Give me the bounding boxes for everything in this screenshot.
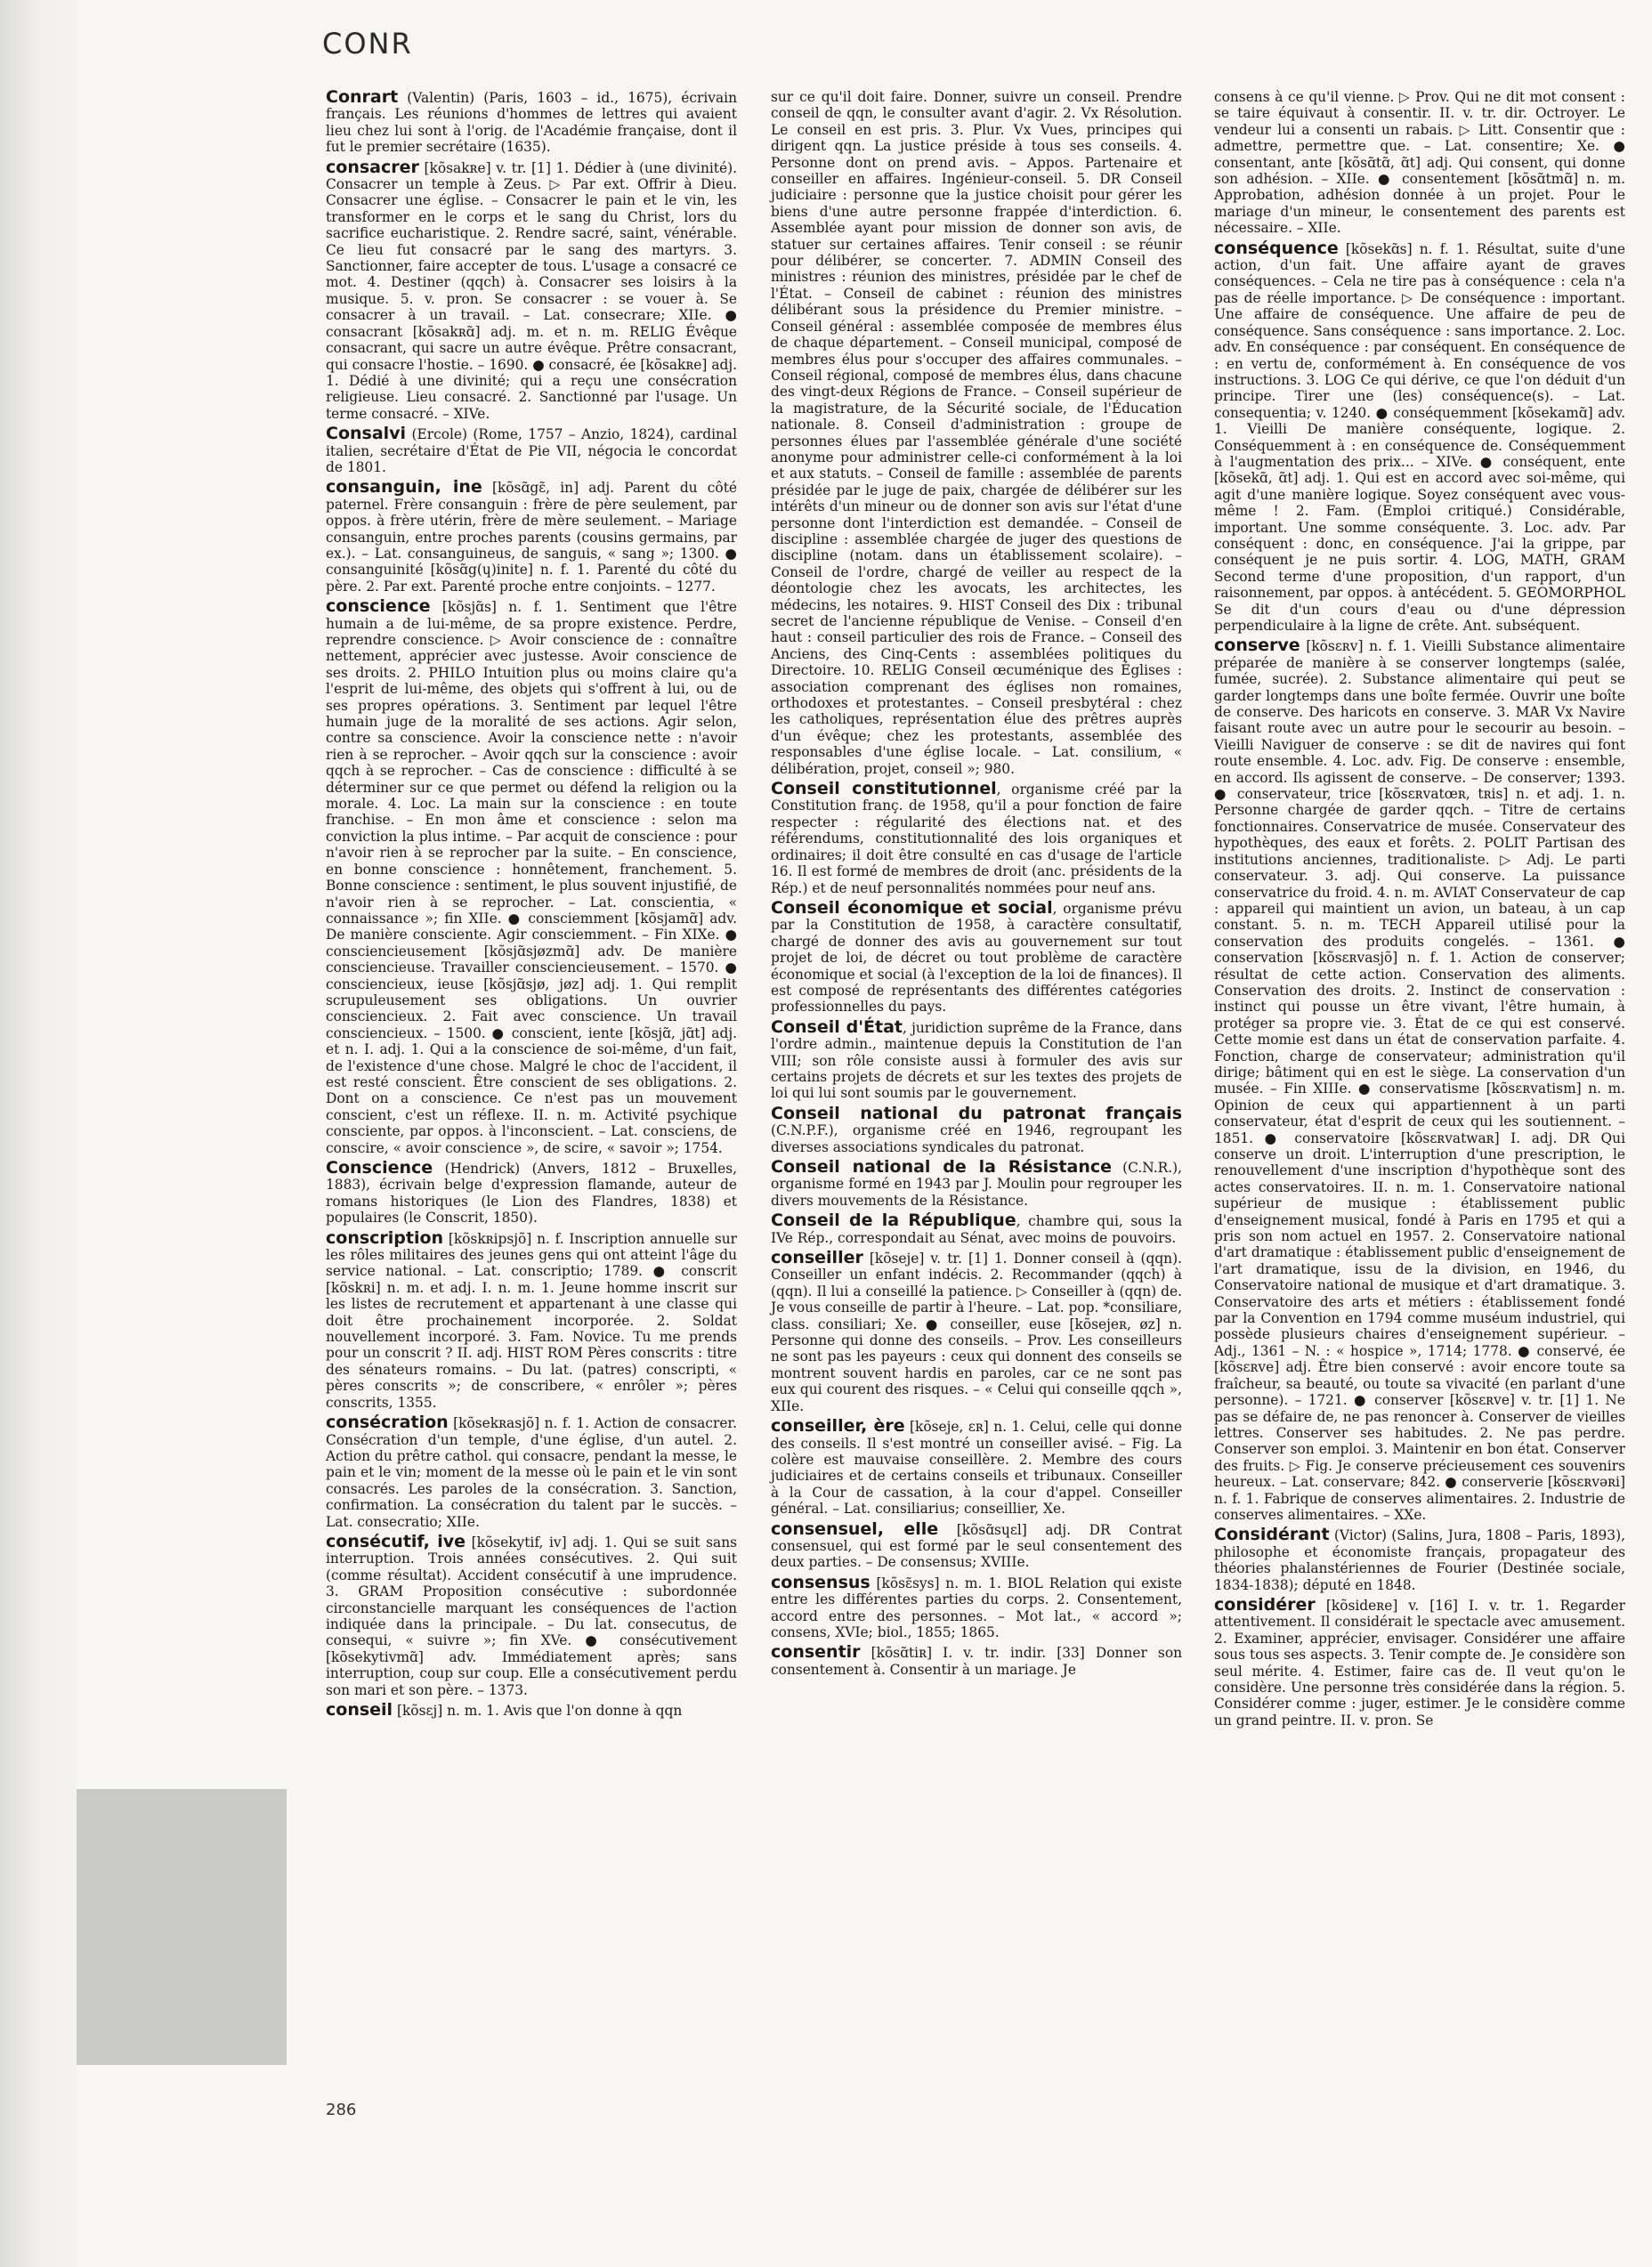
entry-headword: Conseil d'État <box>771 1016 903 1037</box>
dictionary-entry <box>326 159 737 423</box>
dictionary-entry <box>771 1418 1182 1517</box>
entry-headword: consensuel, elle <box>771 1518 939 1539</box>
entry-text: (Victor) (Salins, Jura, 1808 – Paris, 1893), philosophe et économiste français, propagateur des théories phalanstériennes de Fourier (Destinée sociale, 1834-1838); député en 1848. <box>1214 1527 1625 1593</box>
entry-headword: Conseil économique et social <box>771 897 1053 918</box>
entry-text: consens à ce qu'il vienne. ▷ Prov. Qui ne dit mot consent : se taire équivaut à consentir. II. v. tr. dir. Octroyer. Le vendeur lui a consenti un rabais. ▷ Litt. Consentir que : admettre, permettre que. – Lat. consentire; Xe. ● consentant, ante [kõsɑ̃tɑ̃, ɑ̃t] adj. Qui consent, qui donne son adhésion. – XIIe. ● consentement [kõsɑ̃tmɑ̃] n. m. Approbation, adhésion donnée à un projet. Pour le mariage d'un mineur, le consentement des parents est nécessaire. – XIIe. <box>1214 89 1625 237</box>
entry-headword: Conseil de la République <box>771 1210 1016 1231</box>
entry-text: [kõsjɑ̃s] n. f. 1. Sentiment que l'être humain a de lui-même, de sa propre existence. Perdre, reprendre conscience. ▷ Avoir conscience de : connaître nettement, apprécier avec justesse. Avoir conscience de ses droits. 2. PHILO Intuition plus ou moins claire qu'a l'esprit de lui-même, des objets qui s'offrent à lui, ou de ses propres opérations. 3. Sentiment par lequel l'être humain juge de la moralité de ses actions. Agir selon, contre sa conscience. Avoir la conscience nette : n'avoir rien à se reprocher. – Avoir qqch sur la conscience : avoir qqch à se reprocher. – Cas de conscience : difficulté à se déterminer sur ce que permet ou défend la religion ou la morale. 4. Loc. La main sur la conscience : en toute franchise. – En mon âme et conscience : selon ma conviction la plus intime. – Par acquit de conscience : pour n'avoir rien à se reprocher par la suite. – En conscience, en bonne conscience : honnêtement, franchement. 5. Bonne conscience : sentiment, le plus souvent injustifié, de n'avoir rien à se reprocher. – Lat. conscientia, « connaissance »; fin XIIe. ● consciemment [kõsjamɑ̃] adv. De manière consciente. Agir consciemment. – Fin XIXe. ● consciencieusement [kõsjɑ̃sjøzmɑ̃] adv. De manière consciencieuse. Travailler consciencieusement. – 1570. ● consciencieux, ieuse [kõsjɑ̃sjø, jøz] adj. 1. Qui remplit scrupuleusement ses obligations. Un ouvrier consciencieux. 2. Fait avec conscience. Un travail consciencieux. – 1500. ● conscient, iente [kõsjɑ̃, jɑ̃t] adj. et n. I. adj. 1. Qui a la conscience de soi-même, d'un fait, de l'existence d'une chose. Malgré le choc de l'accident, il est resté conscient. Être conscient de ses obligations. 2. Dont on a conscience. Ce n'est pas un mouvement conscient, c'est un réflexe. II. n. m. Activité psychique consciente, par oppos. à l'inconscient. – Lat. consciens, de conscire, « avoir conscience », de scire, « savoir »; 1754. <box>326 599 737 1156</box>
dictionary-entry <box>326 1531 738 1698</box>
dictionary-entry <box>771 781 1182 896</box>
entry-headword: conscience <box>326 596 431 617</box>
entry-text: , organisme créé par la Constitution franç. de 1958, qu'il a pour fonction de faire respecter : régularité des élections nat. et des référendums, constitutionnalité des lois organiques et ordinaires; il doit être consulté en cas d'usage de l'article 16. Il est formé de membres de droit (anc. présidents de la Rép.) et de neuf personnalités nommées pour neuf ans. <box>771 781 1182 896</box>
entry-text: [kõsɑ̃gɛ̃, in] adj. Parent du côté paternel. Frère consanguin : frère de père seulement, par oppos. à frère utérin, frère de mère seulement. – Mariage consanguin, entre proches parents (cousins germains, par ex.). – Lat. consanguineus, de sanguis, « sang »; 1300. ● consanguinité [kõsɑ̃g(ɥ)inite] n. f. 1. Parenté du côté du père. 2. Par ext. Parenté proche entre conjoints. – 1277. <box>326 480 737 595</box>
dictionary-entry <box>326 598 737 1156</box>
dictionary-entry <box>326 1414 737 1530</box>
dictionary-entry <box>771 1250 1182 1414</box>
entry-headword: Consalvi <box>326 424 407 444</box>
entry-headword: consentir <box>771 1642 861 1663</box>
dictionary-entry <box>1214 240 1625 635</box>
scan-edge <box>0 0 66 2267</box>
entry-headword: conscription <box>326 1227 444 1248</box>
entry-text: sur ce qu'il doit faire. Donner, suivre un conseil. Prendre conseil de qqn, le consulter avant d'agir. 2. Vx Résolution. Le conseil en est pris. 3. Plur. Vx Vues, principes qui dirigent qqn. La justice préside à tous ses conseils. 4. Personne dont on prend avis. – Appos. Partenaire et conseiller en affaires. Ingénieur-conseil. 5. DR Conseil judiciaire : personne que la justice choisit pour gérer les biens d'une autre personne frappée d'interdiction. 6. Assemblée ayant pour mission de donner son avis, de statuer sur certaines affaires. Tenir conseil : se réunir pour délibérer, se concerter. 7. ADMIN Conseil des ministres : réunion des ministres, présidée par le chef de l'État. – Conseil de cabinet : réunion des ministres délibérant sous la présidence du Premier ministre. – Conseil général : assemblée composée de membres élus de chaque département. – Conseil municipal, composé de membres élus pour s'occuper des affaires communales. – Conseil régional, composé de membres élus, dans chacune des vingt-deux Régions de France. – Conseil supérieur de la magistrature, de la Sécurité sociale, de l'Éducation nationale. 8. Conseil d'administration : groupe de personnes élues par l'assemblée générale d'une société anonyme pour administrer celle-ci conformément à la loi et aux statuts. – Conseil de famille : assemblée de parents présidée par le juge de paix, chargée de délibérer sur les intérêts d'un mineur ou de donner son avis sur l'état d'une personne dont l'interdiction est demandée. – Conseil de discipline : assemblée chargée de juger des questions de discipline (notam. dans un établissement scolaire). – Conseil de l'ordre, chargé de veiller au respect de la déontologie chez les avocats, les architectes, les médecins, les notaires. 9. HIST Conseil des Dix : tribunal secret de l'ancienne république de Venise. – Conseil d'en haut : conseil particulier des rois de France. – Conseil des Anciens, des Cinq-Cents : assemblées politiques du Directoire. 10. RELIG Conseil œcuménique des Églises : association comprenant des églises non romaines, orthodoxes et protestantes. – Conseil presbytéral : chez les catholiques, représentation élue des prêtres auprès d'un évêque; chez les protestants, assemblée des responsables d'une église locale. – Lat. consilium, « délibération, projet, conseil »; 980. <box>771 89 1182 777</box>
entry-headword: Conseil national de la Résistance <box>771 1157 1112 1177</box>
dictionary-entry <box>326 1227 737 1411</box>
entry-text: [kõsekytif, iv] adj. 1. Qui se suit sans interruption. Trois années consécutives. 2. Qui suit (comme résultat). Accident consécutif à une imprudence. 3. GRAM Proposition consécutive : subordonnée circonstancielle marquant les conséquences de l'action indiquée dans la principale. – Du lat. consecutus, de consequi, « suivre »; fin XVe. ● consécutivement [kõsekytivmɑ̃] adv. Immédiatement après; sans interruption, coup sur coup. Elle a consécutivement perdu son mari et son père. – 1373. <box>326 1534 738 1698</box>
page-number: 286 <box>326 2101 357 2119</box>
entry-text: [kõsɛ̃sys] n. m. 1. BIOL Relation qui existe entre les différentes parties du corps. 2. Consentement, accord entre des personnes. – Mot lat., « accord »; consens, XVIe; biol., 1855; 1865. <box>771 1575 1182 1640</box>
scan-shadow-block <box>77 1789 287 2065</box>
dictionary-entry <box>771 1518 1182 1571</box>
entry-headword: conséquence <box>1214 238 1339 258</box>
entry-text: (C.N.P.F.), organisme créé en 1946, regroupant les diverses associations syndicales du patronat. <box>771 1122 1182 1155</box>
entry-text: [kõsakʀe] v. tr. [1] 1. Dédier à (une divinité). Consacrer un temple à Zeus. ▷ Par ext. Offrir à Dieu. Consacrer une église. – Consacrer le pain et le vin, les transformer en le corps et le sang du Christ, lors du sacrifice eucharistique. 2. Rendre sacré, saint, vénérable. Ce lieu fut consacré par le sang des martyrs. 3. Sanctionner, faire accepter de tous. L'usage a consacré ce mot. 4. Destiner (qqch) à. Consacrer ses loisirs à la musique. 5. v. pron. Se consacrer : se vouer à. Se consacrer à un travail. – Lat. consecrare; XIIe. ● consacrant [kõsakʀɑ̃] adj. m. et n. m. RELIG Évêque consacrant, qui sacre un autre évêque. Prêtre consacrant, qui consacre l'hostie. – 1690. ● consacré, ée [kõsakʀe] adj. 1. Dédié à une divinité; qui a reçu une consécration religieuse. Lieu consacré. 2. Sanctionné par l'usage. Un terme consacré. – XIVe. <box>326 159 738 422</box>
entry-text: [kõsɛʀv] n. f. 1. Vieilli Substance alimentaire préparée de manière à se conserver longtemps (salée, fumée, sucrée). 2. Substance alimentaire qui peut se garder longtemps dans une boîte fermée. Ouvrir une boîte de conserve. Des haricots en conserve. 3. MAR Vx Navire faisant route avec un autre pour le secourir au besoin. – Vieilli Naviguer de conserve : se dit de navires qui font route ensemble. 4. Loc. adv. Fig. De conserve : ensemble, en accord. Ils agissent de conserve. – De conserver; 1393. ● conservateur, trice [kõsɛʀvatœʀ, tʀis] n. et adj. 1. n. Personne chargée de garder qqch. – Titre de certains fonctionnaires. Conservatrice de musée. Conservateur des hypothèques, des eaux et forêts. 2. POLIT Partisan des institutions anciennes, traditionaliste. ▷ Adj. Le parti conservateur. 3. adj. Qui conserve. La puissance conservatrice du froid. 4. n. m. AVIAT Conservateur de cap : appareil qui maintient un avion, un bateau, à un cap constant. 5. n. m. TECH Appareil utilisé pour la conservation des produits congelés. – 1361. ● conservation [kõsɛʀvasjõ] n. f. 1. Action de conserver; résultat de cette action. Conservation des aliments. Conservation des droits. 2. Instinct de conservation : instinct qui pousse un être vivant, l'être humain, à protéger sa propre vie. 3. État de ce qui est conservé. Cette momie est dans un état de conservation parfaite. 4. Fonction, charge de conservateur; administration qu'il dirige; bâtiment qui en est le siège. La conservation d'un musée. – Fin XIIIe. ● conservatisme [kõsɛʀvatism] n. m. Opinion de ceux qui appartiennent à un parti conservateur, état d'esprit de ceux qui les soutiennent. – 1851. ● conservatoire [kõsɛʀvatwaʀ] I. adj. DR Qui conserve un droit. L'interruption d'une prescription, le renouvellement d'une inscription d'hypothèque sont des actes conservatoires. II. n. m. 1. Conservatoire national supérieur de musique : établissement public d'enseignement musical, fondé à Paris en 1795 et qui a pris son nom actuel en 1957. 2. Conservatoire national d'art dramatique : établissement public d'enseignement de l'art dramatique, issu de la division, en 1946, du Conservatoire national de musique et d'art dramatique. 3. Conservatoire des arts et métiers : établissement fondé par la Convention en 1794 comme muséum industriel, qui possède plusieurs chaires d'enseignement supérieur. – Adj., 1361 – N. : « hospice », 1714; 1778. ● conservé, ée [kõsɛʀve] adj. Être bien conservé : avoir encore toute sa fraîcheur, sa beauté, ou toute sa vivacité (en parlant d'une personne). – 1721. ● conserver [kõsɛʀve] v. tr. [1] 1. Ne pas se défaire de, ne pas renoncer à. Conserver de vieilles lettres. Conserver ses habitudes. 2. Ne pas perdre. Conserver son emploi. 3. Maintenir en bon état. Conserver des fruits. ▷ Fig. Je conserve précieusement ces souvenirs heureux. – Lat. conservare; 842. ● conserverie [kõsɛʀvəʀi] n. f. 1. Fabrique de conserves alimentaires. 2. Industrie de conserves alimentaires. – XXe. <box>1214 638 1625 1523</box>
dictionary-entry <box>1214 89 1625 237</box>
dictionary-entry <box>771 1159 1182 1209</box>
entry-headword: conserve <box>1214 636 1300 656</box>
entry-text: [kõseje, ɛʀ] n. 1. Celui, celle qui donne des conseils. Il s'est montré un conseiller avisé. – Fig. La colère est mauvaise conseillère. 2. Membre des cours judiciaires et de certains conseils et tribunaux. Conseiller à la Cour de cassation, à la cour d'appel. Conseiller général. – Lat. consiliarius; conseillier, Xe. <box>771 1419 1183 1518</box>
entry-headword: Conseil constitutionnel <box>771 779 997 799</box>
entry-text: , juridiction suprême de la France, dans l'ordre admin., maintenue depuis la Constitution de l'an VIII; son rôle consiste aussi à formuler des avis sur certains projets de décrets et sur les textes des projets de loi qui lui sont soumis par le gouvernement. <box>771 1019 1182 1102</box>
column-1 <box>326 89 737 1722</box>
dictionary-entry <box>326 425 737 475</box>
dictionary-entry <box>771 89 1182 777</box>
entry-text: [kõsekʀasjõ] n. f. 1. Action de consacrer. Consécration d'un temple, d'une église, d'un autel. 2. Action du prêtre cathol. qui consacre, pendant la messe, le pain et le vin; moment de la messe où le pain et le vin sont consacrés. Les paroles de la consécration. 3. Sanction, confirmation. La consécration du talent par le succès. – Lat. consecratio; XIIe. <box>326 1415 737 1530</box>
entry-text: [kõsɑ̃sɥɛl] adj. DR Contrat consensuel, qui est formé par le seul consentement des deux parties. – De consensus; XVIIIe. <box>771 1521 1182 1571</box>
dictionary-entry <box>326 1160 737 1227</box>
dictionary-entry <box>326 89 737 156</box>
entry-text: [kõsideʀe] v. [16] I. v. tr. 1. Regarder attentivement. Il considérait le spectacle avec amusement. 2. Examiner, apprécier, envisager. Considérer une affaire sous tous ses aspects. 3. Tenir compte de. Je considère son seul mérite. 4. Estimer, faire cas de. Il veut qu'on le considère. Une personne très considérée dans la région. 5. Considérer comme : juger, estimer. Je le considère comme un grand peintre. II. v. pron. Se <box>1214 1597 1625 1729</box>
entry-text: (C.N.R.), organisme formé en 1943 par J. Moulin pour regrouper les divers mouvements de la Résistance. <box>771 1160 1182 1209</box>
dictionary-entry <box>771 1105 1182 1155</box>
dictionary-entry <box>771 897 1182 1016</box>
entry-headword: consécutif, ive <box>326 1531 466 1551</box>
dictionary-entry <box>1214 1526 1625 1593</box>
entry-text: [kõseje] v. tr. [1] 1. Donner conseil à (qqn). Conseiller un enfant indécis. 2. Recommander (qqch) à (qqn). Il lui a conseillé la patience. ▷ Conseiller à (qqn) de. Je vous conseille de partir à l'heure. – Lat. pop. *consiliare, class. consiliari; Xe. ● conseiller, euse [kõsejeʀ, øz] n. Personne qui donne des conseils. – Prov. Les conseilleurs ne sont pas les payeurs : ceux qui donnent des conseils se montrent souvent hardis en paroles, car ce ne sont pas eux qui courent des risques. – « Celui qui conseille qqch », XIIe. <box>771 1251 1182 1414</box>
entry-headword: conseiller <box>771 1248 863 1268</box>
dictionary-entry <box>1214 637 1625 1523</box>
column-3 <box>1214 89 1625 1732</box>
entry-text: (Ercole) (Rome, 1757 – Anzio, 1824), cardinal italien, secrétaire d'État de Pie VII, négocia le concordat de 1801. <box>326 426 737 475</box>
entry-text: (Hendrick) (Anvers, 1812 – Bruxelles, 1883), écrivain belge d'expression flamande, auteur de romans historiques (le Lion des Flandres, 1838) et populaires (le Conscrit, 1850). <box>326 1161 737 1227</box>
dictionary-entry <box>771 1572 1182 1641</box>
dictionary-entry <box>771 1016 1182 1102</box>
dictionary-entry <box>326 1702 737 1719</box>
entry-headword: consanguin, ine <box>326 477 482 498</box>
entry-text: [kõsɛj] n. m. 1. Avis que l'on donne à qqn <box>393 1703 683 1719</box>
entry-headword: consécration <box>326 1413 449 1433</box>
entry-headword: consensus <box>771 1572 871 1592</box>
entry-headword: Conseil national du patronat français <box>771 1103 1182 1123</box>
entry-text: [kõsekɑ̃s] n. f. 1. Résultat, suite d'une action, d'un fait. Une affaire ayant de graves conséquences. – Cela ne tire pas à conséquence : cela n'a pas de réelle importance. ▷ De conséquence : important. Une affaire de conséquence. Une affaire de peu de conséquence. Sans conséquence : sans importance. 2. Loc. adv. En conséquence : par conséquent. En conséquence de : en vertu de, conformément à. En conséquence de vos instructions. 3. LOG Ce qui dérive, ce que l'on déduit d'un principe. Tirer une (les) conséquence(s). – Lat. consequentia; v. 1240. ● conséquemment [kõsekamɑ̃] adv. 1. Vieilli De manière conséquente, logique. 2. Conséquemment à : en conséquence de. Conséquemment à l'augmentation des prix... – XIVe. ● conséquent, ente [kõsekɑ̃, ɑ̃t] adj. 1. Qui est en accord avec soi-même, qui agit d'une manière logique. Soyez conséquent avec vous-même ! 2. Fam. (Emploi critiqué.) Considérable, important. Une somme conséquente. 3. Loc. adv. Par conséquent : donc, en conséquence. J'ai la grippe, par conséquent je ne puis sortir. 4. LOG, MATH, GRAM Second terme d'une proposition, d'un rapport, d'un raisonnement, par oppos. à antécédent. 5. GEOMORPHOL Se dit d'un cours d'eau ou d'une dépression perpendiculaire à la ligne de crête. Ant. subséquent. <box>1214 240 1625 634</box>
entry-headword: considérer <box>1214 1594 1316 1615</box>
dictionary-entry <box>326 479 737 595</box>
entry-text: [kõsɑ̃tiʀ] I. v. tr. indir. [33] Donner son consentement à. Consentir à un mariage. Je <box>771 1645 1182 1678</box>
dictionary-entry <box>1214 1594 1625 1729</box>
entry-text: [kõskʀipsjõ] n. f. Inscription annuelle sur les rôles militaires des jeunes gens qui ont atteint l'âge du service national. – Lat. conscriptio; 1789. ● conscrit [kõskʀi] n. m. et adj. I. n. m. 1. Jeune homme inscrit sur les listes de recrutement et appartenant à une classe qui doit être prochainement incorporée. 2. Soldat nouvellement incorporé. 3. Fam. Novice. Tu me prends pour un conscrit ? II. adj. HIST ROM Pères conscrits : titre des sénateurs romains. – Du lat. (patres) conscripti, « pères conscrits »; de conscribere, « enrôler »; pères conscrits, 1355. <box>326 1230 737 1411</box>
entry-headword: consacrer <box>326 157 419 177</box>
entry-headword: Conscience <box>326 1158 433 1178</box>
running-head: CONR <box>322 27 413 61</box>
entry-headword: conseil <box>326 1700 393 1720</box>
entry-text: (Valentin) (Paris, 1603 – id., 1675), écrivain français. Les réunions d'hommes de lettres qui avaient lieu chez lui sont à l'orig. de l'Académie française, dont il fut le premier secrétaire (1635). <box>326 90 737 156</box>
entry-headword: Considérant <box>1214 1525 1330 1545</box>
column-2 <box>771 89 1182 1681</box>
entry-headword: conseiller, ère <box>771 1416 905 1437</box>
entry-text: , organisme prévu par la Constitution de 1958, à caractère consultatif, chargé de donner des avis au gouvernement sur tout projet de loi, de décret ou tout problème de caractère économique et social (à l'exception de la loi de finances). Il est composé de représentants des différentes catégories professionnelles du pays. <box>771 900 1182 1016</box>
dictionary-entry <box>771 1644 1182 1678</box>
entry-headword: Conrart <box>326 87 399 107</box>
dictionary-entry <box>771 1212 1182 1246</box>
entry-text: , chambre qui, sous la IVe Rép., correspondait au Sénat, avec moins de pouvoirs. <box>771 1213 1182 1246</box>
